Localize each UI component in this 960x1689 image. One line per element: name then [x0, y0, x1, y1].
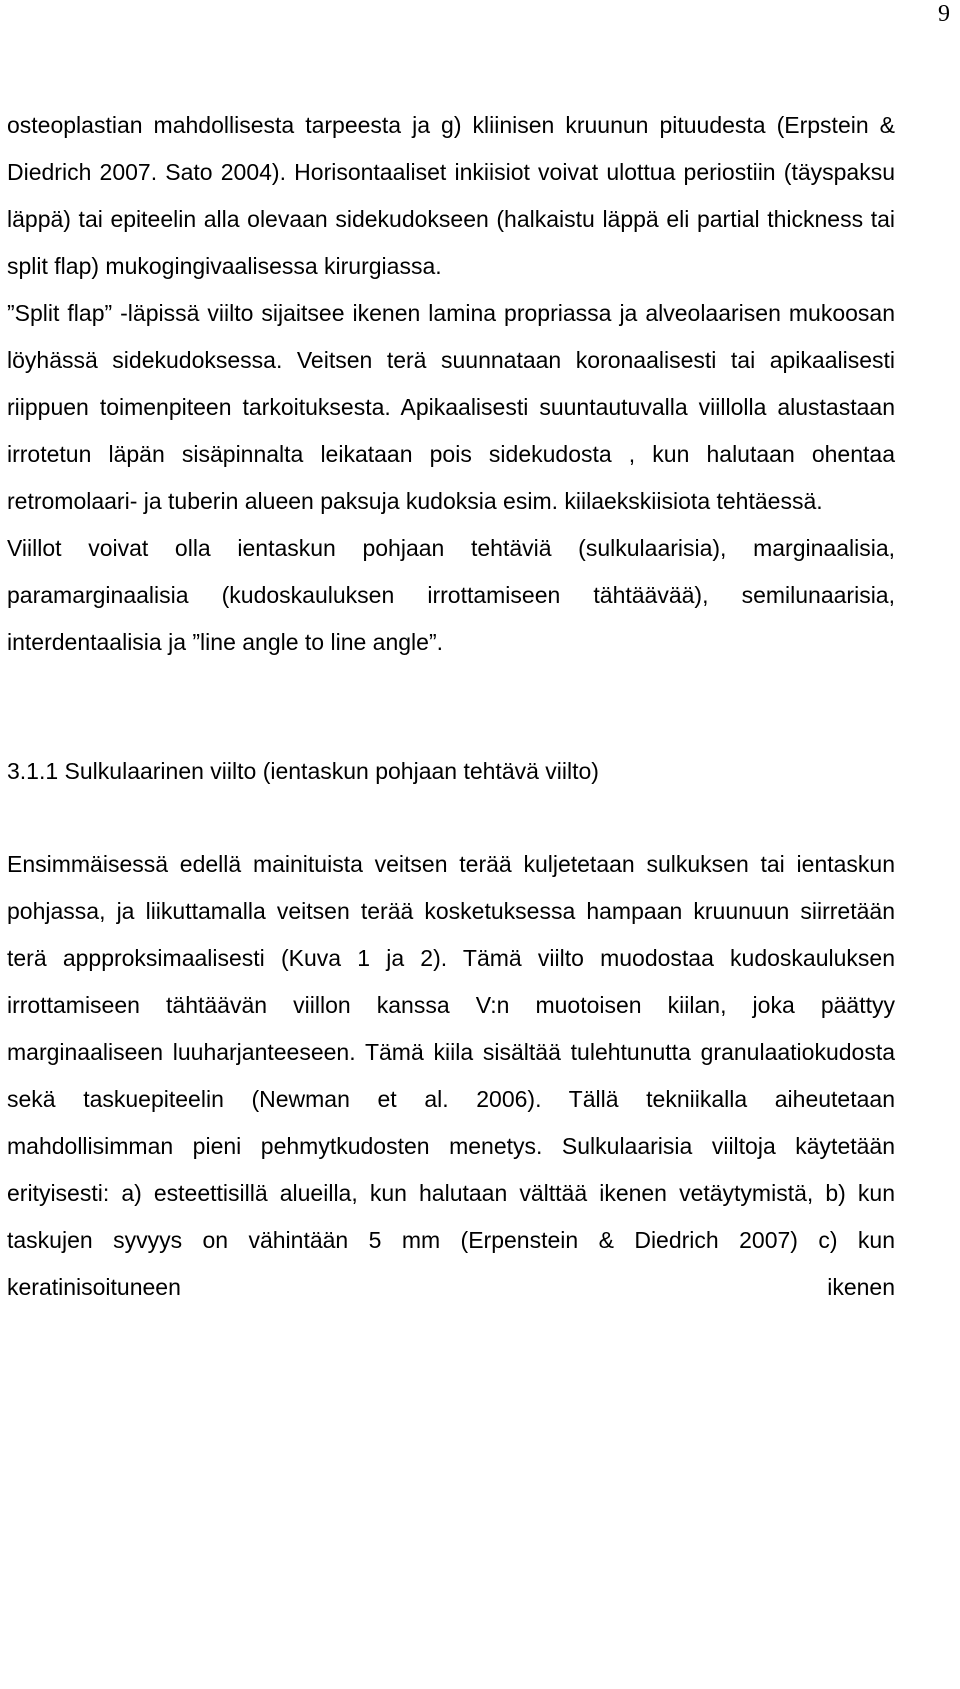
document-body [7, 102, 895, 1311]
paragraph-flap-types: osteoplastian mahdollisesta tarpeesta ja g) kliinisen kruunun pituudesta (Erpstein & Diedrich 2007. Sato 2004). Horisontaaliset inkiisiot voivat ulottua periostiin (täyspaksu läppä) tai epiteelin alla olevaan sidekudokseen (halkaistu läppä eli partial thickness tai split flap) mukogingivaalisessa kirurgiassa. [7, 112, 895, 279]
spacer [7, 666, 895, 748]
paragraph-incision-types: Viillot voivat olla ientaskun pohjaan tehtäviä (sulkulaarisia), marginaalisia, paramarginaalisia (kudoskauluksen irrottamiseen tähtäävää), semilunaarisia, interdentaalisia ja ”line angle to line angle”. [7, 535, 895, 655]
paragraph-split-flap: ”Split flap” -läpissä viilto sijaitsee ikenen lamina propriassa ja alveolaarisen mukoosan löyhässä sidekudoksessa. Veitsen terä suunnataan koronaalisesti tai apikaalisesti riippuen toimenpiteen tarkoituksesta. Apikaalisesti suuntautuvalla viillolla alustastaan irrotetun läpän sisäpinnalta leikataan pois sidekudosta , kun halutaan ohentaa retromolaari- ja tuberin alueen paksuja kudoksia esim. kiilaekskiisiota tehtäessä. [7, 300, 895, 514]
page-number: 9 [938, 1, 950, 27]
spacer [7, 795, 895, 841]
paragraph-sulcular-incision: Ensimmäisessä edellä mainituista veitsen terää kuljetetaan sulkuksen tai ientaskun pohjassa, ja liikuttamalla veitsen terää kosketuksessa hampaan kruunuun siirretään terä appproksimaalisesti (Kuva 1 ja 2). Tämä viilto muodostaa kudoskauluksen irrottamiseen tähtäävän viillon kanssa V:n muotoisen kiilan, joka päättyy marginaaliseen luuharjanteeseen. Tämä kiila sisältää tulehtunutta granulaatiokudosta sekä taskuepiteelin (Newman et al. 2006). Tällä tekniikalla aiheutetaan mahdollisimman pieni pehmytkudosten menetys. Sulkulaarisia viiltoja käytetään erityisesti: a) esteettisillä alueilla, kun halutaan välttää ikenen vetäytymistä, b) kun taskujen syvyys on vähintään 5 mm (Erpenstein & Diedrich 2007) c) kun keratinisoituneen ikenen [7, 851, 895, 1300]
section-heading: 3.1.1 Sulkulaarinen viilto (ientaskun pohjaan tehtävä viilto) [7, 758, 599, 784]
